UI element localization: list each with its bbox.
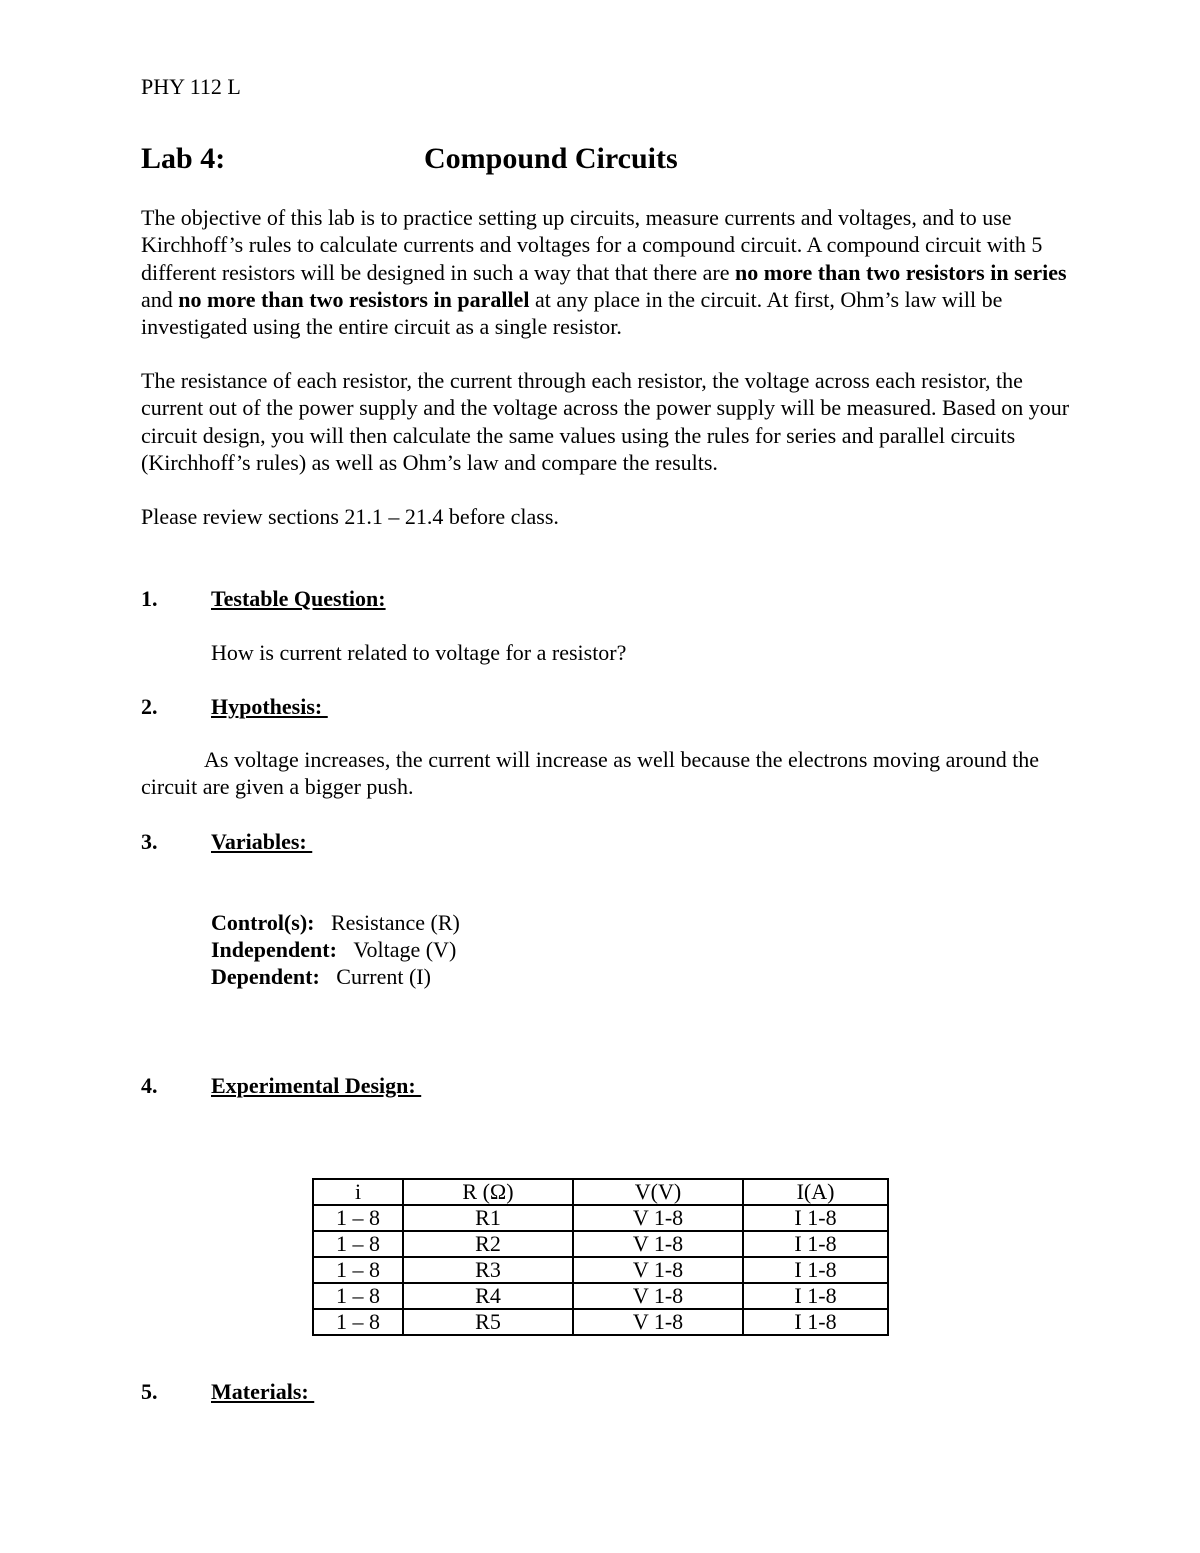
section-5-heading: Materials: [211,1379,315,1404]
table-cell: I 1-8 [743,1231,888,1257]
table-cell: V 1-8 [573,1231,743,1257]
table-cell: R5 [403,1309,573,1335]
table-row [313,1283,888,1309]
section-5-number: 5. [141,1379,158,1404]
section-3-heading: Variables: [211,829,313,854]
experimental-design-table [312,1178,889,1336]
table-row [313,1257,888,1283]
table-cell: 1 – 8 [313,1283,403,1309]
variable-independent-value: Voltage (V) [353,937,457,962]
table-cell: R4 [403,1283,573,1309]
section-2-heading: Hypothesis: [211,694,328,719]
table-cell: R2 [403,1231,573,1257]
table-header-row [313,1179,888,1205]
table-cell: R1 [403,1205,573,1231]
table-row [313,1205,888,1231]
table-header-cell: V(V) [573,1179,743,1205]
intro-text: and [141,286,179,312]
variable-independent [211,937,456,963]
lab-title: Compound Circuits [424,142,678,175]
table-cell: I 1-8 [743,1257,888,1283]
table-cell: V 1-8 [573,1309,743,1335]
variable-control-label: Control(s): [211,910,315,935]
course-code: PHY 112 L [141,74,241,99]
variable-control [211,910,460,936]
testable-question-answer: How is current related to voltage for a resistor? [211,640,627,665]
intro-text: at any place in the circuit. At first, Ohm’s law will be investigated using the entire circuit as a single resistor. [141,286,1003,340]
table-row [313,1309,888,1335]
table-cell: 1 – 8 [313,1309,403,1335]
hypothesis-answer: As voltage increases, the current will increase as well because the electrons moving around the circuit are given a bigger push. [141,747,1040,799]
section-3-number: 3. [141,829,158,854]
variable-dependent-label: Dependent: [211,964,320,989]
table-cell: V 1-8 [573,1283,743,1309]
table-cell: R3 [403,1257,573,1283]
variable-independent-label: Independent: [211,937,337,962]
table-cell: 1 – 8 [313,1205,403,1231]
table-cell: I 1-8 [743,1309,888,1335]
section-4-heading: Experimental Design: [211,1073,422,1098]
intro-paragraph-objective [141,204,1071,340]
lab-number: Lab 4: [141,142,226,175]
table-row [313,1231,888,1257]
variable-dependent [211,964,431,990]
table-cell: V 1-8 [573,1205,743,1231]
section-2-number: 2. [141,694,158,719]
section-1-heading: Testable Question: [211,586,386,611]
variable-dependent-value: Current (I) [336,964,431,989]
table-cell: I 1-8 [743,1205,888,1231]
intro-text: The objective of this lab is to practice setting up circuits, measure currents and voltages, and to use Kirchhoff’s rules to calculate currents and voltages for a compound circuit. A compound circuit with 5 different resistors will be designed in such a way that that there are [141,205,1043,285]
intro-paragraph-measurements: The resistance of each resistor, the current through each resistor, the voltage across each resistor, the current out of the power supply and the voltage across the power supply will be measured. Based on your circuit design, you will then calculate the same values using the rules for series and parallel circuits (Kirchhoff’s rules) as well as Ohm’s law and compare the results. [141,368,1070,475]
table-header-cell: R (Ω) [403,1179,573,1205]
table-cell: 1 – 8 [313,1257,403,1283]
table-cell: 1 – 8 [313,1231,403,1257]
intro-paragraph-review: Please review sections 21.1 – 21.4 before class. [141,504,559,529]
table-cell: I 1-8 [743,1283,888,1309]
section-4-number: 4. [141,1073,158,1098]
intro-emphasis-parallel: no more than two resistors in parallel [178,286,530,312]
variable-control-value: Resistance (R) [330,910,460,935]
table-header-cell: i [313,1179,403,1205]
intro-emphasis-series: no more than two resistors in series [735,259,1067,285]
table-cell: V 1-8 [573,1257,743,1283]
table-header-cell: I(A) [743,1179,888,1205]
section-1-number: 1. [141,586,158,611]
